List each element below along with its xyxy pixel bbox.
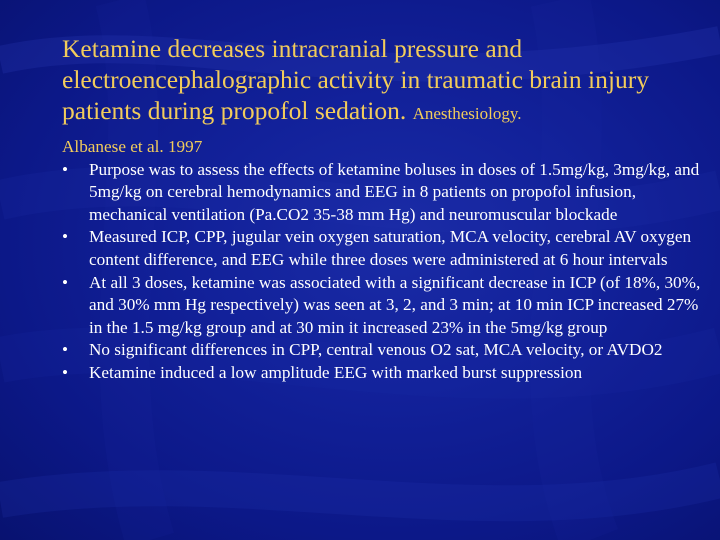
bullet-item [62,272,702,340]
bullet-item [62,339,702,362]
bullet-dot-icon: • [62,227,69,247]
bullet-dot-icon: • [62,272,69,292]
bullet-text: Ketamine induced a low amplitude EEG with marked burst suppression [89,362,583,382]
slide-title [62,33,702,129]
bullet-text: At all 3 doses, ketamine was associated with a significant decrease in ICP (of 18%, 30%, and 30% mm Hg respectively) was seen at 3, 2, and 3 min; at 10 min ICP increased 27% in the 1.5 mg/kg group and at 30 min it increased 23% in the 5mg/kg group [89,272,701,337]
slide-body [62,136,702,385]
bullet-text: Purpose was to assess the effects of ketamine boluses in doses of 1.5mg/kg, 3mg/kg, and 5mg/kg on cerebral hemodynamics and EEG in 8 patients on propofol infusion, mechanical ventilation (Pa.CO2 35-38 mm Hg) and neuromuscular blockade [89,159,700,224]
bullet-dot-icon: • [62,340,69,360]
citation-journal: Anesthesiology. [412,104,522,123]
bullet-list [62,159,702,385]
title-text: Ketamine decreases intracranial pressure and electroencephalographic activity in traumatic brain injury patients during propofol sedation. [62,34,649,125]
bullet-item [62,226,702,271]
bullet-dot-icon: • [62,159,69,179]
bullet-text: No significant differences in CPP, central venous O2 sat, MCA velocity, or AVDO2 [89,340,663,360]
bullet-item [62,362,702,385]
citation-authors: Albanese et al. 1997 [62,137,203,156]
bullet-item [62,159,702,227]
bullet-text: Measured ICP, CPP, jugular vein oxygen saturation, MCA velocity, cerebral AV oxygen content difference, and EEG while three doses were administered at 6 hour intervals [89,227,692,269]
bullet-dot-icon: • [62,362,69,382]
